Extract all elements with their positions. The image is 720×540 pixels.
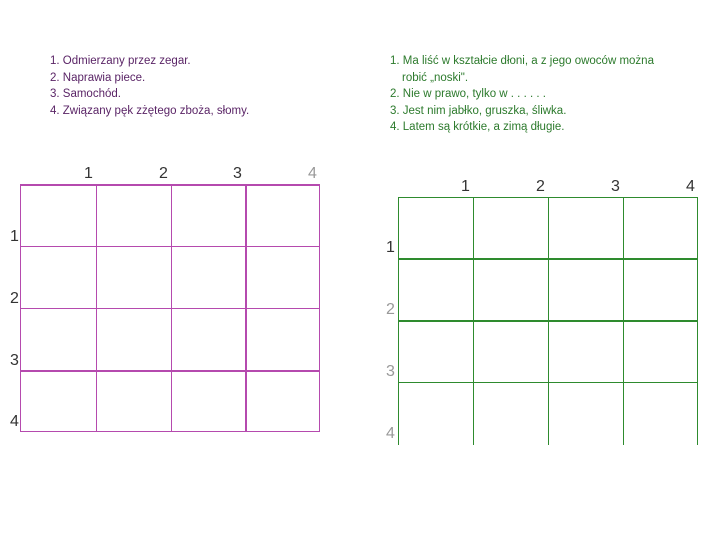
right-clue-2: 2. Nie w prawo, tylko w . . . . . .	[390, 88, 546, 100]
right-clue-1-continued: robić „noski".	[402, 71, 469, 84]
left-clue-3: 3. Samochód.	[50, 88, 121, 100]
grid-line	[20, 246, 320, 247]
right-clue-1: 1. Ma liść w kształcie dłoni, a z jego owoców można	[390, 55, 654, 67]
left-row-number-2: 2	[10, 290, 19, 307]
left-column-number-3: 3	[233, 165, 242, 182]
right-column-number-1: 1	[461, 178, 470, 195]
left-row-number-1: 1	[10, 228, 19, 245]
right-row-number-2: 2	[386, 301, 395, 318]
left-clue-1: 1. Odmierzany przez zegar.	[50, 55, 191, 67]
right-column-number-3: 3	[611, 178, 620, 195]
grid-line	[398, 320, 698, 322]
left-row-number-4: 4	[10, 413, 19, 430]
grid-line	[398, 258, 698, 260]
left-clue-2: 2. Naprawia piece.	[50, 71, 146, 84]
right-clue-4: 4. Latem są krótkie, a zimą długie.	[390, 121, 565, 133]
grid-line	[20, 184, 320, 186]
right-row-number-4: 4	[386, 425, 395, 442]
right-row-number-1: 1	[386, 239, 395, 256]
left-row-number-3: 3	[10, 352, 19, 369]
grid-line	[20, 370, 320, 372]
right-column-number-4: 4	[686, 178, 695, 195]
right-column-number-2: 2	[536, 178, 545, 195]
grid-line	[20, 308, 320, 309]
right-row-number-3: 3	[386, 363, 395, 380]
grid-line	[398, 382, 698, 383]
left-column-number-1: 1	[84, 165, 93, 182]
left-column-number-2: 2	[159, 165, 168, 182]
left-crossword-grid[interactable]	[20, 184, 320, 432]
grid-line	[398, 197, 698, 198]
left-clue-4: 4. Związany pęk zżętego zboża, słomy.	[50, 104, 250, 117]
grid-line	[20, 431, 320, 432]
left-column-number-4: 4	[308, 165, 317, 182]
left-clues	[50, 53, 249, 119]
right-clues	[390, 53, 654, 136]
right-clue-3: 3. Jest nim jabłko, gruszka, śliwka.	[390, 104, 567, 117]
right-crossword-grid[interactable]	[398, 197, 698, 445]
